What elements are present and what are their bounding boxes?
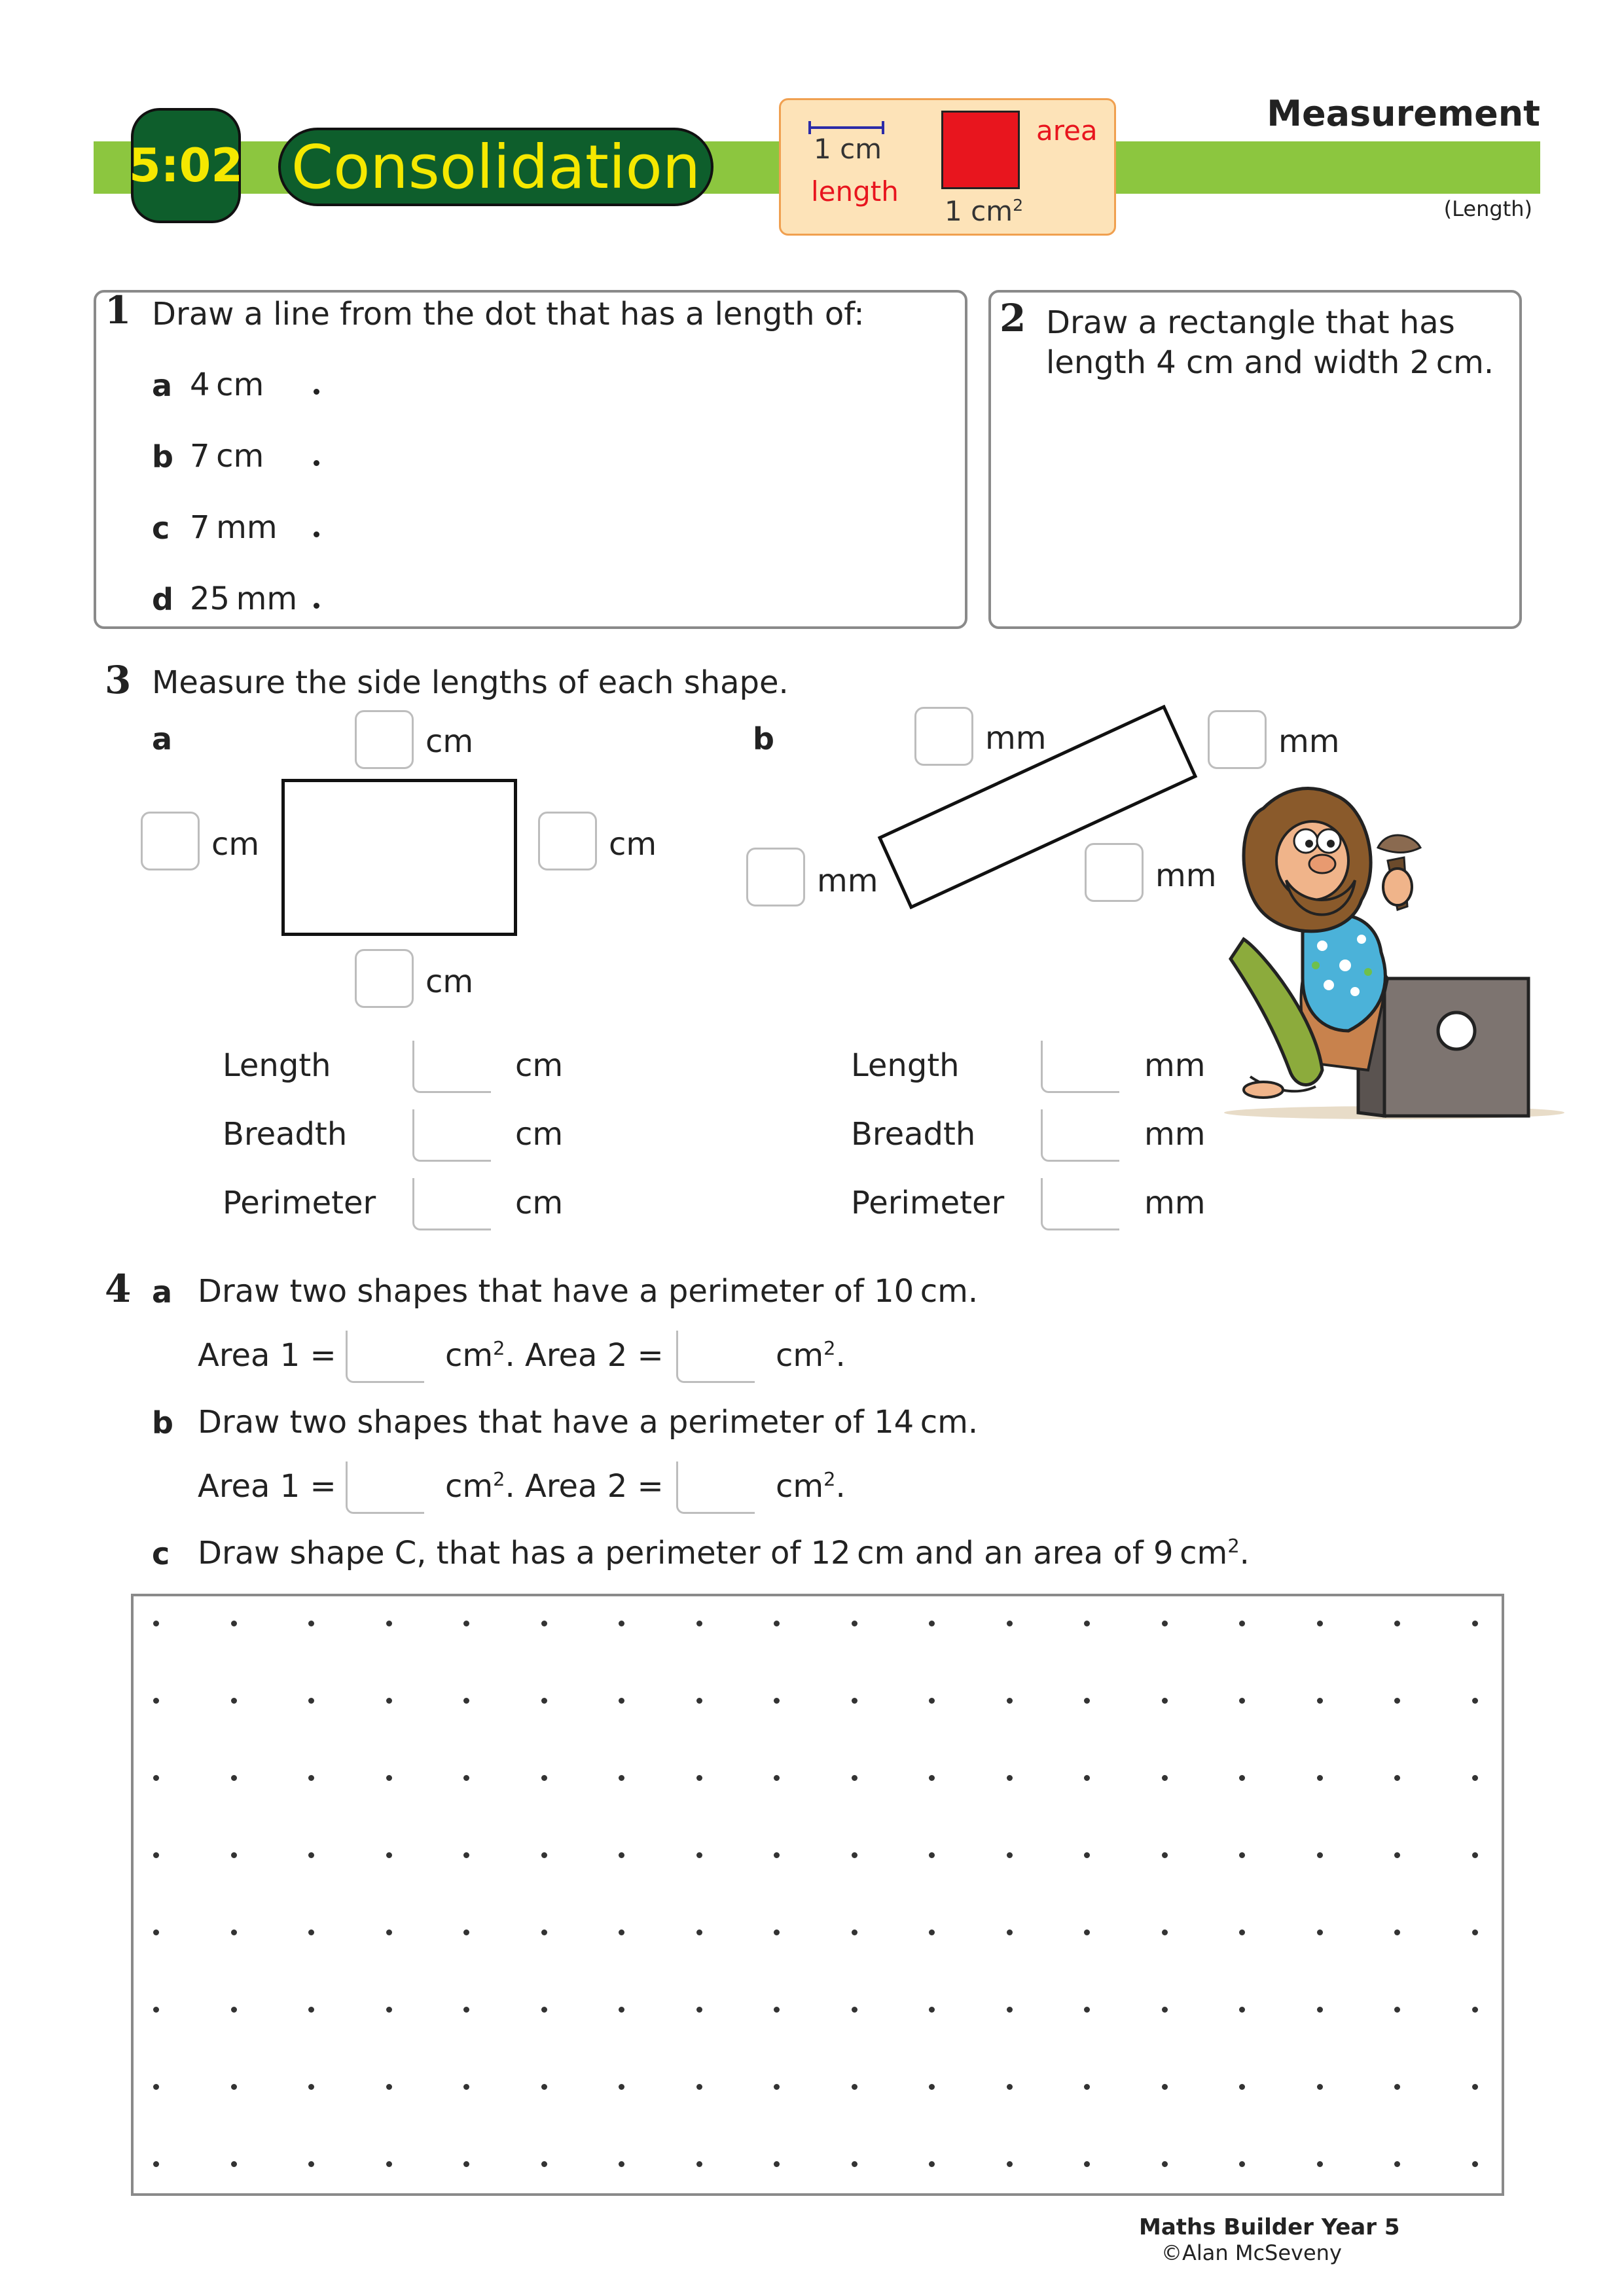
- q3b-bottom-right-unit: mm: [1155, 857, 1217, 894]
- q4b-area1-unit: $cm^2$. Area 2 =: [445, 1468, 664, 1505]
- q1-item-c-letter: c: [152, 511, 170, 546]
- q1-start-dot-c[interactable]: [314, 531, 319, 537]
- q3a-length-input[interactable]: [412, 1041, 491, 1093]
- question-1-number: 1: [105, 288, 132, 332]
- q3a-left-side-input[interactable]: [141, 812, 200, 870]
- book-title: Maths Builder Year 5: [1139, 2214, 1400, 2240]
- q1-start-dot-b[interactable]: [314, 460, 319, 466]
- topic-heading: Measurement: [1267, 93, 1540, 134]
- q4b-area2-input[interactable]: [676, 1462, 755, 1514]
- question-2-line-2: length 4 cm and width 2 cm.: [1046, 344, 1494, 381]
- q3a-perimeter-input[interactable]: [412, 1178, 491, 1230]
- subtopic-label: (Length): [1443, 196, 1532, 221]
- copyright: ©Alan McSeveny: [1161, 2240, 1342, 2265]
- q4b-area1-label: Area 1 =: [198, 1468, 336, 1505]
- area-square-icon: [941, 111, 1020, 189]
- q3b-bottom-left-input[interactable]: [746, 848, 805, 906]
- q3b-bottom-left-unit: mm: [817, 863, 878, 899]
- q3a-length-label: Length: [223, 1047, 331, 1084]
- q1-item-b-text: 7 cm: [190, 438, 264, 475]
- question-2-line-1: Draw a rectangle that has: [1046, 304, 1455, 341]
- q4a-area1-label: Area 1 =: [198, 1337, 336, 1374]
- q4-part-c-text: Draw shape C, that has a perimeter of 12 cm and an area of 9 $cm^2$.: [198, 1535, 1250, 1571]
- question-2-number: 2: [1000, 296, 1026, 340]
- q1-item-a-text: 4 cm: [190, 367, 264, 403]
- q1-start-dot-a[interactable]: [314, 389, 319, 395]
- q3b-perimeter-label: Perimeter: [851, 1185, 1005, 1221]
- q4a-area2-input[interactable]: [676, 1331, 755, 1383]
- q3b-breadth-input[interactable]: [1041, 1109, 1119, 1162]
- q3b-length-input[interactable]: [1041, 1041, 1119, 1093]
- dot-grid-drawing-area[interactable]: [131, 1594, 1504, 2196]
- q4b-area1-input[interactable]: [346, 1462, 424, 1514]
- q3b-top-right-input[interactable]: [1208, 710, 1267, 769]
- q1-item-d-letter: d: [152, 582, 173, 617]
- q4a-area1-input[interactable]: [346, 1331, 424, 1383]
- q1-item-c-text: 7 mm: [190, 509, 278, 546]
- page-title: Consolidation: [278, 128, 713, 206]
- q3b-length-unit: mm: [1144, 1047, 1206, 1084]
- q3a-right-side-input[interactable]: [538, 812, 597, 870]
- q3b-perimeter-input[interactable]: [1041, 1178, 1119, 1230]
- q3-part-b-letter: b: [753, 721, 774, 757]
- length-label: length: [811, 175, 899, 207]
- q4-part-a-letter: a: [152, 1274, 173, 1310]
- q4b-area2-unit: $cm^2$.: [776, 1468, 846, 1505]
- length-value: 1 cm: [814, 133, 882, 165]
- q3b-breadth-label: Breadth: [851, 1116, 976, 1153]
- question-1-prompt: Draw a line from the dot that has a length of:: [152, 296, 865, 332]
- q4a-area1-unit: $cm^2$. Area 2 =: [445, 1337, 664, 1374]
- question-3-prompt: Measure the side lengths of each shape.: [152, 664, 789, 701]
- q3a-perimeter-label: Perimeter: [223, 1185, 376, 1221]
- q3a-breadth-unit: cm: [515, 1116, 564, 1153]
- q1-item-b-letter: b: [152, 439, 173, 475]
- unit-number-badge: 5:02: [131, 108, 241, 223]
- q3a-breadth-label: Breadth: [223, 1116, 348, 1153]
- question-3-number: 3: [105, 658, 132, 702]
- q3a-top-unit: cm: [425, 723, 474, 760]
- q3b-top-left-unit: mm: [985, 720, 1047, 757]
- q3b-bottom-right-input[interactable]: [1085, 843, 1144, 902]
- q4-part-a-text: Draw two shapes that have a perimeter of 10 cm.: [198, 1273, 979, 1310]
- q4-part-b-letter: b: [152, 1405, 173, 1441]
- q3a-length-unit: cm: [515, 1047, 564, 1084]
- q4-part-b-text: Draw two shapes that have a perimeter of 14 cm.: [198, 1404, 979, 1441]
- q3-part-a-letter: a: [152, 721, 173, 757]
- q4a-area2-unit: $cm^2$.: [776, 1337, 846, 1374]
- q3a-bottom-side-input[interactable]: [355, 949, 414, 1008]
- q1-item-d-text: 25 mm: [190, 581, 298, 617]
- question-4-number: 4: [105, 1266, 132, 1311]
- q3a-right-unit: cm: [609, 826, 657, 863]
- q3-rectangle-shape: [281, 779, 517, 936]
- q4-part-c-letter: c: [152, 1536, 170, 1571]
- q3a-top-side-input[interactable]: [355, 710, 414, 769]
- q1-item-a-letter: a: [152, 368, 173, 403]
- q3b-top-left-input[interactable]: [914, 707, 973, 766]
- area-label: area: [1036, 115, 1098, 147]
- q3b-breadth-unit: mm: [1144, 1116, 1206, 1153]
- length-area-legend: [779, 98, 1116, 236]
- q3a-perimeter-unit: cm: [515, 1185, 564, 1221]
- q3a-bottom-unit: cm: [425, 963, 474, 1000]
- area-value: 1 $cm^2$: [945, 195, 1024, 227]
- q1-start-dot-d[interactable]: [314, 603, 319, 609]
- q3b-perimeter-unit: mm: [1144, 1185, 1206, 1221]
- q3a-left-unit: cm: [211, 826, 260, 863]
- q3b-length-label: Length: [851, 1047, 960, 1084]
- q3a-breadth-input[interactable]: [412, 1109, 491, 1162]
- q3b-top-right-unit: mm: [1278, 723, 1340, 760]
- caveman-illustration: [1224, 782, 1578, 1122]
